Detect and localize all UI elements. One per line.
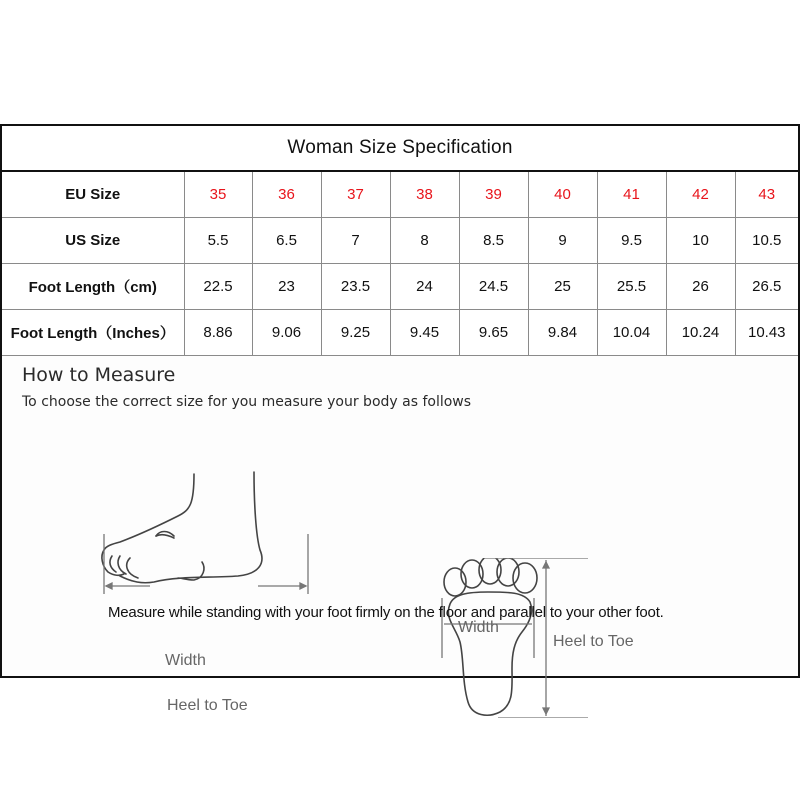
table-row-eu-size (2, 171, 798, 218)
table-cell: 9.06 (252, 310, 321, 356)
title-row (2, 126, 798, 171)
table-cell: 42 (666, 171, 735, 218)
sole-heel-to-toe-label: Heel to Toe (553, 633, 634, 650)
foot-side-view-diagram (98, 444, 318, 594)
table-cell: 5.5 (184, 218, 252, 264)
table-cell: 39 (459, 171, 528, 218)
table-cell: 36 (252, 171, 321, 218)
table-title: Woman Size Specification (2, 126, 798, 171)
table-cell: 9.84 (528, 310, 597, 356)
table-cell: 9.25 (321, 310, 390, 356)
table-cell: 43 (735, 171, 798, 218)
table-cell: 9.65 (459, 310, 528, 356)
size-table (2, 126, 798, 356)
row-label: Foot Length（Inches） (2, 310, 184, 356)
table-cell: 10 (666, 218, 735, 264)
table-cell: 6.5 (252, 218, 321, 264)
table-cell: 10.5 (735, 218, 798, 264)
table-cell: 23.5 (321, 264, 390, 310)
table-cell: 24.5 (459, 264, 528, 310)
table-cell: 22.5 (184, 264, 252, 310)
measure-note: Measure while standing with your foot firmly on the floor and parallel to your other foot. (108, 604, 664, 621)
how-to-measure-section (2, 356, 798, 714)
table-row-us-size (2, 218, 798, 264)
table-cell: 38 (390, 171, 459, 218)
sole-width-label: Width (458, 619, 499, 636)
side-heel-to-toe-label: Heel to Toe (167, 697, 248, 714)
table-cell: 9 (528, 218, 597, 264)
table-cell: 23 (252, 264, 321, 310)
table-cell: 26 (666, 264, 735, 310)
how-to-measure-subtitle: To choose the correct size for you measure your body as follows (22, 394, 472, 410)
table-cell: 9.45 (390, 310, 459, 356)
foot-side-icon (98, 444, 318, 594)
table-cell: 41 (597, 171, 666, 218)
row-label: EU Size (2, 171, 184, 218)
table-cell: 10.43 (735, 310, 798, 356)
table-cell: 8.86 (184, 310, 252, 356)
table-cell: 7 (321, 218, 390, 264)
table-row-foot-length-cm (2, 264, 798, 310)
table-row-foot-length-inches (2, 310, 798, 356)
row-label: Foot Length（cm) (2, 264, 184, 310)
table-cell: 9.5 (597, 218, 666, 264)
table-cell: 8.5 (459, 218, 528, 264)
table-cell: 25 (528, 264, 597, 310)
table-cell: 40 (528, 171, 597, 218)
table-cell: 26.5 (735, 264, 798, 310)
how-to-measure-title: How to Measure (22, 364, 176, 386)
table-cell: 37 (321, 171, 390, 218)
table-cell: 35 (184, 171, 252, 218)
size-chart-frame (0, 124, 800, 714)
table-cell: 25.5 (597, 264, 666, 310)
side-width-label: Width (165, 652, 206, 669)
table-cell: 8 (390, 218, 459, 264)
row-label: US Size (2, 218, 184, 264)
table-cell: 10.04 (597, 310, 666, 356)
table-cell: 24 (390, 264, 459, 310)
table-cell: 10.24 (666, 310, 735, 356)
